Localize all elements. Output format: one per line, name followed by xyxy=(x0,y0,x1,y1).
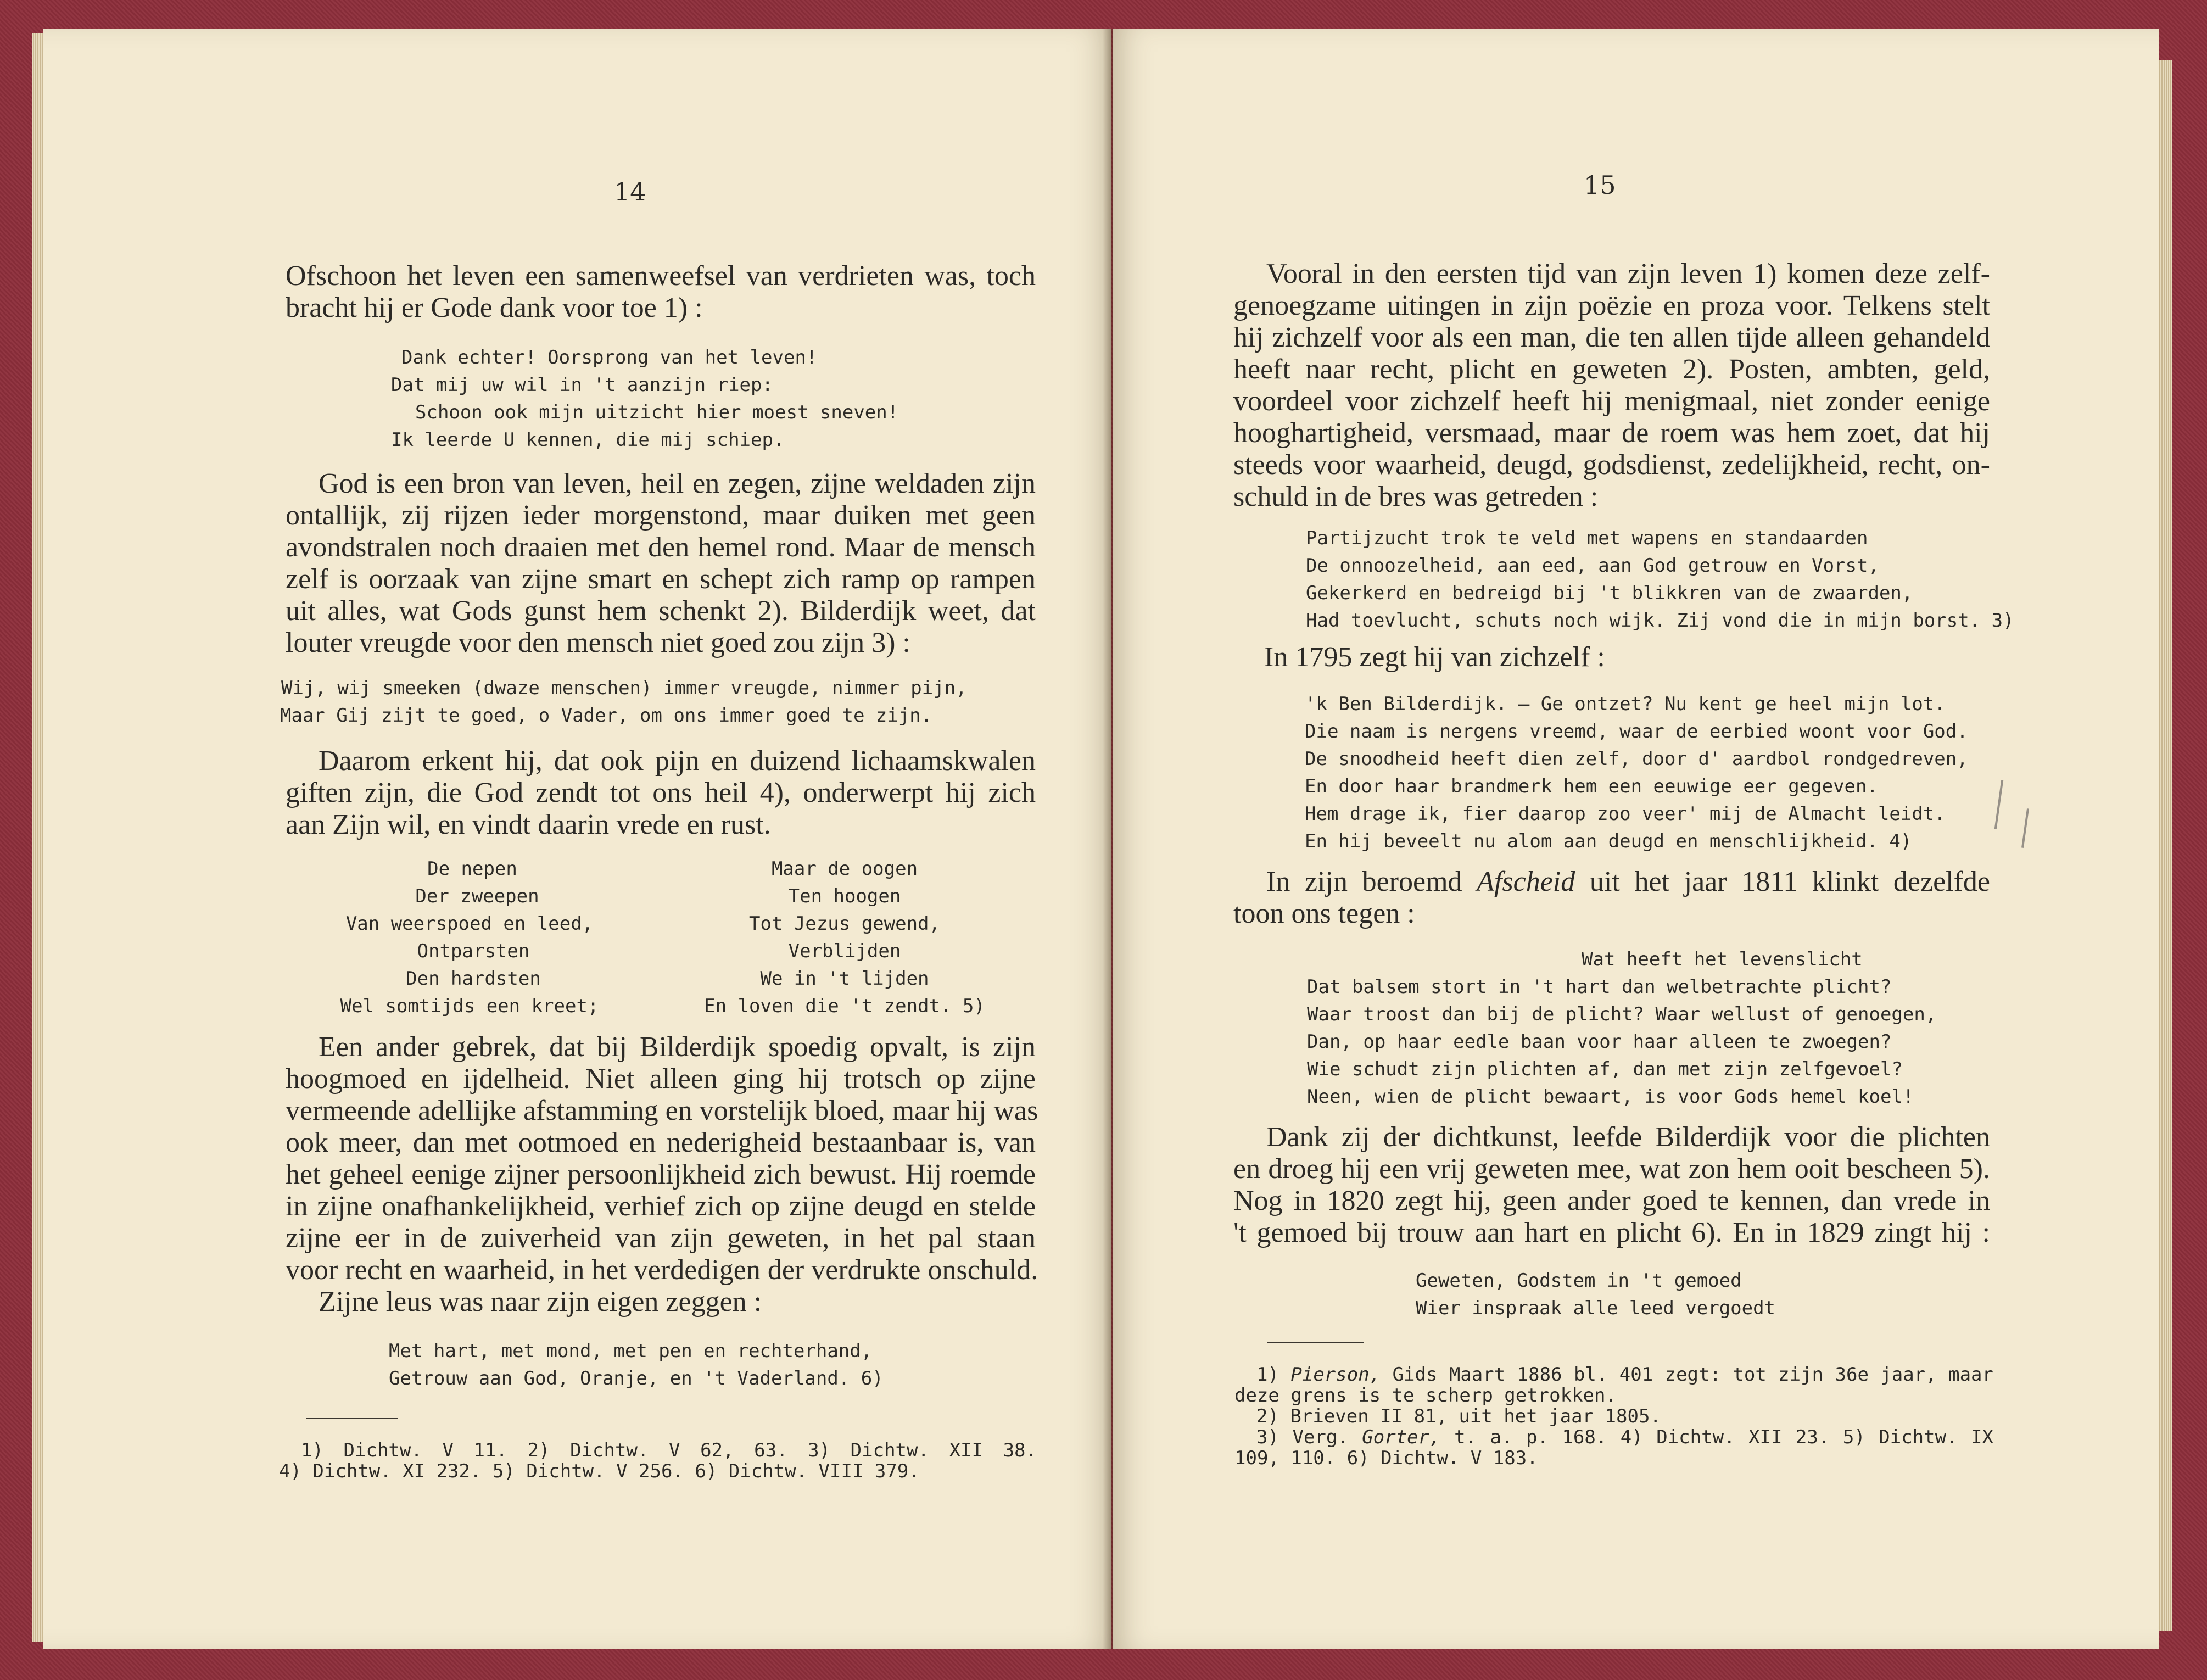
verse-line: De nepen xyxy=(427,858,517,880)
text-line: hij zichzelf voor als een man, die ten allen tijde alleen gehandeld xyxy=(1233,322,1990,353)
verse-line: Geweten, Godstem in 't gemoed xyxy=(1416,1270,1742,1292)
verse-line: We in 't lijden xyxy=(760,968,929,990)
verse-line: Had toevlucht, schuts noch wijk. Zij vond die in mijn borst. 3) xyxy=(1306,610,2014,632)
text-line: God is een bron van leven, heil en zegen, zijne weldaden zijn xyxy=(319,468,1036,499)
text-line: Nog in 1820 zegt hij, geen ander goed te kennen, dan vrede in xyxy=(1233,1185,1990,1216)
pencil-mark xyxy=(1994,780,2003,829)
left-page xyxy=(43,29,1111,1649)
verse-line: Ten hoogen xyxy=(788,885,901,907)
footnote xyxy=(1234,1427,1993,1448)
footnote: 1) Dichtw. V 11. 2) Dichtw. V 62, 63. 3) Dichtw. XII 38. xyxy=(301,1439,1037,1461)
text-line: zelf is oorzaak van zijne smart en schept zich ramp op rampen xyxy=(286,563,1036,595)
text-line: heeft naar recht, plicht en geweten 2). Posten, ambten, geld, xyxy=(1233,354,1990,385)
text-line: in zijne onafhankelijkheid, verhief zich op zijne deugd en stelde xyxy=(286,1191,1036,1222)
text-line: aan Zijn wil, en vindt daarin vrede en rust. xyxy=(286,809,771,840)
verse-block xyxy=(281,674,967,729)
text-line: Dank zij der dichtkunst, leefde Bilderdijk voor die plichten xyxy=(1266,1121,1990,1153)
verse-line: Den hardsten xyxy=(406,968,541,990)
text-run: 1) xyxy=(1256,1364,1291,1386)
text-line: voordeel voor zichzelf heeft hij menigmaal, niet zonder eenige xyxy=(1233,386,1990,417)
verse-block xyxy=(1306,524,2014,634)
text-line: voor recht en waarheid, in het verdedigen der verdrukte onschuld. xyxy=(286,1254,1038,1286)
text-line: steeds voor waarheid, deugd, godsdienst, zedelijkheid, recht, on- xyxy=(1233,449,1990,481)
pencil-mark xyxy=(2021,808,2029,848)
verse-line: Dat mij uw wil in 't aanzijn riep: xyxy=(391,374,773,396)
text-line: toon ons tegen : xyxy=(1233,898,1415,929)
page-number: 15 xyxy=(1584,170,1616,200)
text-line: avondstralen noch draaien met den hemel rond. Maar de mensch xyxy=(286,532,1036,563)
text-run: 3) Verg. xyxy=(1256,1426,1362,1448)
footnote: 4) Dichtw. XI 232. 5) Dichtw. V 256. 6) Dichtw. VIII 379. xyxy=(279,1460,920,1482)
verse-line: Schoon ook mijn uitzicht hier moest sneven! xyxy=(415,401,899,423)
verse-column-right xyxy=(691,855,998,1020)
text-line: en droeg hij een vrij geweten mee, wat zon hem ooit bescheen 5). xyxy=(1233,1153,1990,1185)
text-line: ontallijk, zij rijzen ieder morgenstond, maar duiken met geen xyxy=(286,500,1036,531)
text-line: genoegzame uitingen in zijn poëzie en proza voor. Telkens stelt xyxy=(1233,290,1990,321)
text-line: Een ander gebrek, dat bij Bilderdijk spoedig opvalt, is zijn xyxy=(319,1031,1036,1063)
text-line: ook meer, dan met ootmoed en nederigheid bestaanbaar is, van xyxy=(286,1127,1036,1158)
book-title: Afscheid xyxy=(1477,866,1575,897)
author-name: Pierson, xyxy=(1290,1364,1381,1386)
footnotes xyxy=(279,1440,1037,1482)
text-run: t. a. p. 168. 4) Dichtw. XII 23. 5) Dichtw. IX xyxy=(1440,1426,1994,1448)
verse-line: En loven die 't zendt. 5) xyxy=(704,995,985,1017)
text-line: Zijne leus was naar zijn eigen zeggen : xyxy=(319,1286,762,1318)
verse-line: Ontparsten xyxy=(417,940,530,962)
text-line: vermeende adellijke afstamming en vorstelijk bloed, maar hij was xyxy=(286,1095,1038,1126)
verse-line: Der zweepen xyxy=(415,885,539,907)
text-line: giften zijn, die God zendt tot ons heil 4), onderwerpt hij zich xyxy=(286,777,1036,808)
verse-line: Waar troost dan bij de plicht? Waar wellust of genoegen, xyxy=(1307,1003,1937,1025)
verse-line: Maar Gij zijt te goed, o Vader, om ons immer goed te zijn. xyxy=(280,705,932,727)
paragraph xyxy=(1233,866,1990,930)
verse-line: Wier inspraak alle leed vergoedt xyxy=(1416,1297,1776,1319)
verse-line: 'k Ben Bilderdijk. — Ge ontzet? Nu kent ge heel mijn lot. xyxy=(1305,693,1946,715)
verse-line: Neen, wien de plicht bewaart, is voor Gods hemel koel! xyxy=(1307,1086,1914,1108)
verse-line: Wat heeft het levenslicht xyxy=(1582,948,1863,970)
verse-line: Partijzucht trok te veld met wapens en standaarden xyxy=(1306,527,1868,549)
verse-line: Verblijden xyxy=(788,940,901,962)
verse-line: Getrouw aan God, Oranje, en 't Vaderland. 6) xyxy=(389,1368,884,1389)
right-page xyxy=(1113,29,2159,1649)
verse-block xyxy=(1305,690,1968,855)
footnote xyxy=(1234,1364,1993,1385)
footnote-rule xyxy=(1267,1342,1364,1343)
verse-line: Van weerspoed en leed, xyxy=(345,913,594,935)
text-line: zijne eer in de zuiverheid van zijn geweten, in het pal staan xyxy=(286,1223,1036,1254)
verse-block xyxy=(1416,1267,1775,1322)
text-run: uit het jaar 1811 klinkt dezelfde xyxy=(1575,866,1991,897)
text-line xyxy=(1233,866,1990,898)
verse-line: Die naam is nergens vreemd, waar de eerbied woont voor God. xyxy=(1305,721,1968,743)
verse-line: Tot Jezus gewend, xyxy=(749,913,940,935)
text-line: hooghartigheid, versmaad, maar de roem was hem zoet, dat hij xyxy=(1233,417,1990,449)
verse-line: De onnoozelheid, aan eed, aan God getrouw en Vorst, xyxy=(1306,555,1879,577)
verse-block xyxy=(1307,946,1936,1110)
footnote: 2) Brieven II 81, uit het jaar 1805. xyxy=(1256,1405,1661,1427)
verse-line: En hij beveelt nu alom aan deugd en menschlijkheid. 4) xyxy=(1305,830,1912,852)
verse-block xyxy=(389,1337,884,1392)
text-line: uit alles, wat Gods gunst hem schenkt 2). Bilderdijk weet, dat xyxy=(286,595,1036,627)
text-line: het geheel eenige zijner persoonlijkheid zich bewust. Hij roemde xyxy=(286,1159,1036,1190)
text-line: Ofschoon het leven een samenweefsel van verdrieten was, toch xyxy=(286,260,1036,292)
verse-line: Dan, op haar eedle baan voor haar alleen te zwoegen? xyxy=(1307,1031,1892,1053)
paragraph xyxy=(286,745,1036,841)
text-line: bracht hij er Gode dank voor toe 1) : xyxy=(286,292,703,323)
verse-line: Gekerkerd en bedreigd bij 't blikkren van de zwaarden, xyxy=(1306,582,1913,604)
paragraph xyxy=(286,468,1036,659)
paragraph xyxy=(1233,258,1990,513)
page-edges-left xyxy=(32,33,44,1642)
verse-line: Met hart, met mond, met pen en rechterhand, xyxy=(389,1340,873,1362)
page-number: 14 xyxy=(614,177,646,206)
footnotes xyxy=(1234,1364,1993,1469)
text-run: In zijn beroemd xyxy=(1266,866,1477,897)
paragraph: In 1795 zegt hij van zichzelf : xyxy=(1264,641,1605,673)
text-line: Daarom erkent hij, dat ook pijn en duizend lichaamskwalen xyxy=(319,745,1036,777)
verse-line: Hem drage ik, fier daarop zoo veer' mij de Almacht leidt. xyxy=(1305,803,1946,825)
page-edges-right xyxy=(2158,60,2172,1631)
text-line: schuld in de bres was getreden : xyxy=(1233,481,1599,512)
verse-line: Maar de oogen xyxy=(771,858,918,880)
verse-line: De snoodheid heeft dien zelf, door d' aardbol rondgedreven, xyxy=(1305,748,1968,770)
verse-line: Ik leerde U kennen, die mij schiep. xyxy=(391,429,785,451)
paragraph xyxy=(286,260,1036,324)
text-run: Gids Maart 1886 bl. 401 zegt: tot zijn 36e jaar, maar xyxy=(1381,1364,1993,1386)
paragraph xyxy=(286,1031,1036,1318)
verse-line: Wel somtijds een kreet; xyxy=(340,995,599,1017)
verse-line: Wij, wij smeeken (dwaze menschen) immer vreugde, nimmer pijn, xyxy=(281,677,967,699)
footnote: 109, 110. 6) Dichtw. V 183. xyxy=(1234,1447,1538,1469)
text-line: louter vreugde voor den mensch niet goed zou zijn 3) : xyxy=(286,627,910,658)
footnote: deze grens is te scherp getrokken. xyxy=(1234,1385,1617,1406)
verse-line: Dank echter! Oorsprong van het leven! xyxy=(401,347,818,369)
verse-line: En door haar brandmerk hem een eeuwige eer gegeven. xyxy=(1305,775,1878,797)
author-name: Gorter, xyxy=(1362,1426,1441,1448)
text-line: Vooral in den eersten tijd van zijn leven 1) komen deze zelf- xyxy=(1266,258,1990,289)
verse-line: Wie schudt zijn plichten af, dan met zijn zelfgevoel? xyxy=(1307,1058,1903,1080)
text-line: 't gemoed bij trouw aan hart en plicht 6). En in 1829 zingt hij : xyxy=(1233,1217,1990,1248)
text-line: hoogmoed en ijdelheid. Niet alleen ging hij trotsch op zijne xyxy=(286,1063,1036,1095)
paragraph xyxy=(1233,1121,1990,1249)
verse-line: Dat balsem stort in 't hart dan welbetrachte plicht? xyxy=(1307,976,1892,998)
footnote-rule xyxy=(306,1418,398,1419)
verse-column-left xyxy=(321,855,618,1020)
